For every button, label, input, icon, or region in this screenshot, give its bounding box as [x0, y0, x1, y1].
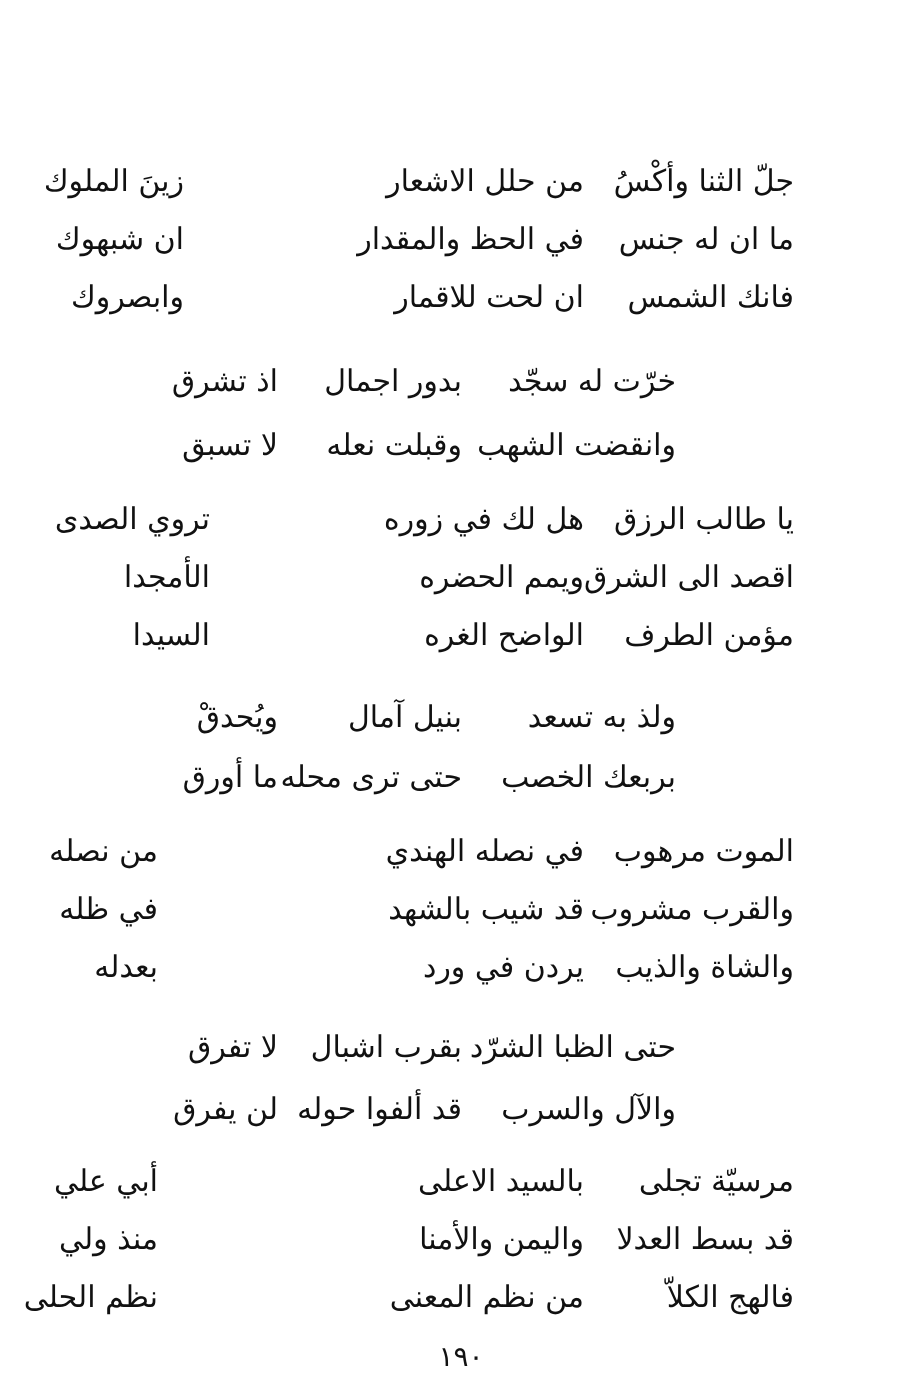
refrain-line [0, 756, 922, 800]
verse-refrain: وابصروك [71, 280, 184, 315]
refrain-part-3: لا تسبق [182, 428, 278, 463]
refrain-part-2: حتى ترى محله [280, 760, 462, 795]
refrain-part-1: بربعك الخصب [501, 760, 676, 795]
verse-refrain: نظم الحلى [23, 1280, 158, 1315]
verse-hemistich-1: مؤمن الطرف [624, 618, 794, 653]
verse-refrain: أبي علي [53, 1164, 158, 1199]
verse-hemistich-1: مرسيّة تجلى [638, 1164, 794, 1199]
verse-hemistich-1: اقصد الى الشرق [583, 560, 794, 595]
verse-line [0, 160, 922, 204]
verse-hemistich-2: في الحظ والمقدار [357, 222, 584, 257]
verse-refrain: منذ ولي [58, 1222, 158, 1257]
refrain-line [0, 1088, 922, 1132]
verse-line [0, 614, 922, 658]
verse-refrain: من نصله [49, 834, 158, 869]
refrain-part-1: حتى الظبا الشرّد [469, 1030, 676, 1065]
refrain-line [0, 360, 922, 404]
verse-hemistich-2: في نصله الهندي [385, 834, 584, 869]
verse-hemistich-1: والقرب مشروب [590, 892, 794, 927]
refrain-part-1: وانقضت الشهب [477, 428, 676, 463]
refrain-part-3: ويُحدقْ [196, 700, 278, 735]
verse-hemistich-1: فالهج الكلاّ [666, 1280, 794, 1315]
verse-refrain: السيدا [132, 618, 210, 653]
refrain-line [0, 696, 922, 740]
verse-line [0, 556, 922, 600]
page-number: ١٩٠ [438, 1340, 484, 1373]
refrain-part-1: ولذ به تسعد [527, 700, 676, 735]
verse-refrain: زينَ الملوك [43, 164, 184, 199]
verse-hemistich-1: ما ان له جنس [618, 222, 794, 257]
refrain-part-3: اذ تشرق [171, 364, 278, 399]
verse-line [0, 218, 922, 262]
verse-hemistich-2: ان لحت للاقمار [394, 280, 584, 315]
refrain-part-2: وقبلت نعله [326, 428, 462, 463]
verse-refrain: ان شبهوك [55, 222, 184, 257]
verse-hemistich-2: واليمن والأمنا [419, 1222, 584, 1257]
refrain-part-2: بنيل آمال [347, 700, 462, 735]
refrain-part-2: قد ألفوا حوله [297, 1092, 462, 1127]
verse-line [0, 1160, 922, 1204]
verse-refrain: بعدله [94, 950, 158, 985]
verse-line [0, 946, 922, 990]
verse-hemistich-2: بالسيد الاعلى [417, 1164, 584, 1199]
refrain-part-3: لن يفرق [173, 1092, 278, 1127]
refrain-line [0, 1026, 922, 1070]
refrain-line [0, 424, 922, 468]
refrain-part-2: بدور اجمال [324, 364, 462, 399]
refrain-part-3: لا تفرق [188, 1030, 278, 1065]
verse-line [0, 1218, 922, 1262]
verse-hemistich-2: يردن في ورد [422, 950, 584, 985]
refrain-part-1: خرّت له سجّد [508, 364, 676, 399]
verse-hemistich-2: ويمم الحضره [419, 560, 584, 595]
verse-hemistich-2: الواضح الغره [424, 618, 584, 653]
verse-refrain: تروي الصدى [54, 502, 210, 537]
verse-hemistich-1: الموت مرهوب [613, 834, 794, 869]
verse-line [0, 498, 922, 542]
verse-line [0, 830, 922, 874]
verse-hemistich-2: من نظم المعنى [389, 1280, 584, 1315]
verse-line [0, 888, 922, 932]
verse-line [0, 1276, 922, 1320]
refrain-part-1: والآل والسرب [501, 1092, 676, 1127]
verse-hemistich-1: والشاة والذيب [615, 950, 794, 985]
verse-hemistich-1: جلّ الثنا وأكْسُ [613, 164, 794, 199]
verse-hemistich-1: قد بسط العدلا [616, 1222, 794, 1257]
verse-hemistich-2: هل لك في زوره [383, 502, 584, 537]
verse-refrain: في ظله [59, 892, 158, 927]
verse-hemistich-1: يا طالب الرزق [614, 502, 794, 537]
verse-hemistich-2: قد شيب بالشهد [388, 892, 584, 927]
refrain-part-2: بقرب اشبال [310, 1030, 462, 1065]
verse-hemistich-2: من حلل الاشعار [386, 164, 584, 199]
verse-refrain: الأمجدا [123, 560, 210, 595]
verse-hemistich-1: فانك الشمس [627, 280, 794, 315]
verse-line [0, 276, 922, 320]
refrain-part-3: ما أورق [182, 760, 278, 795]
